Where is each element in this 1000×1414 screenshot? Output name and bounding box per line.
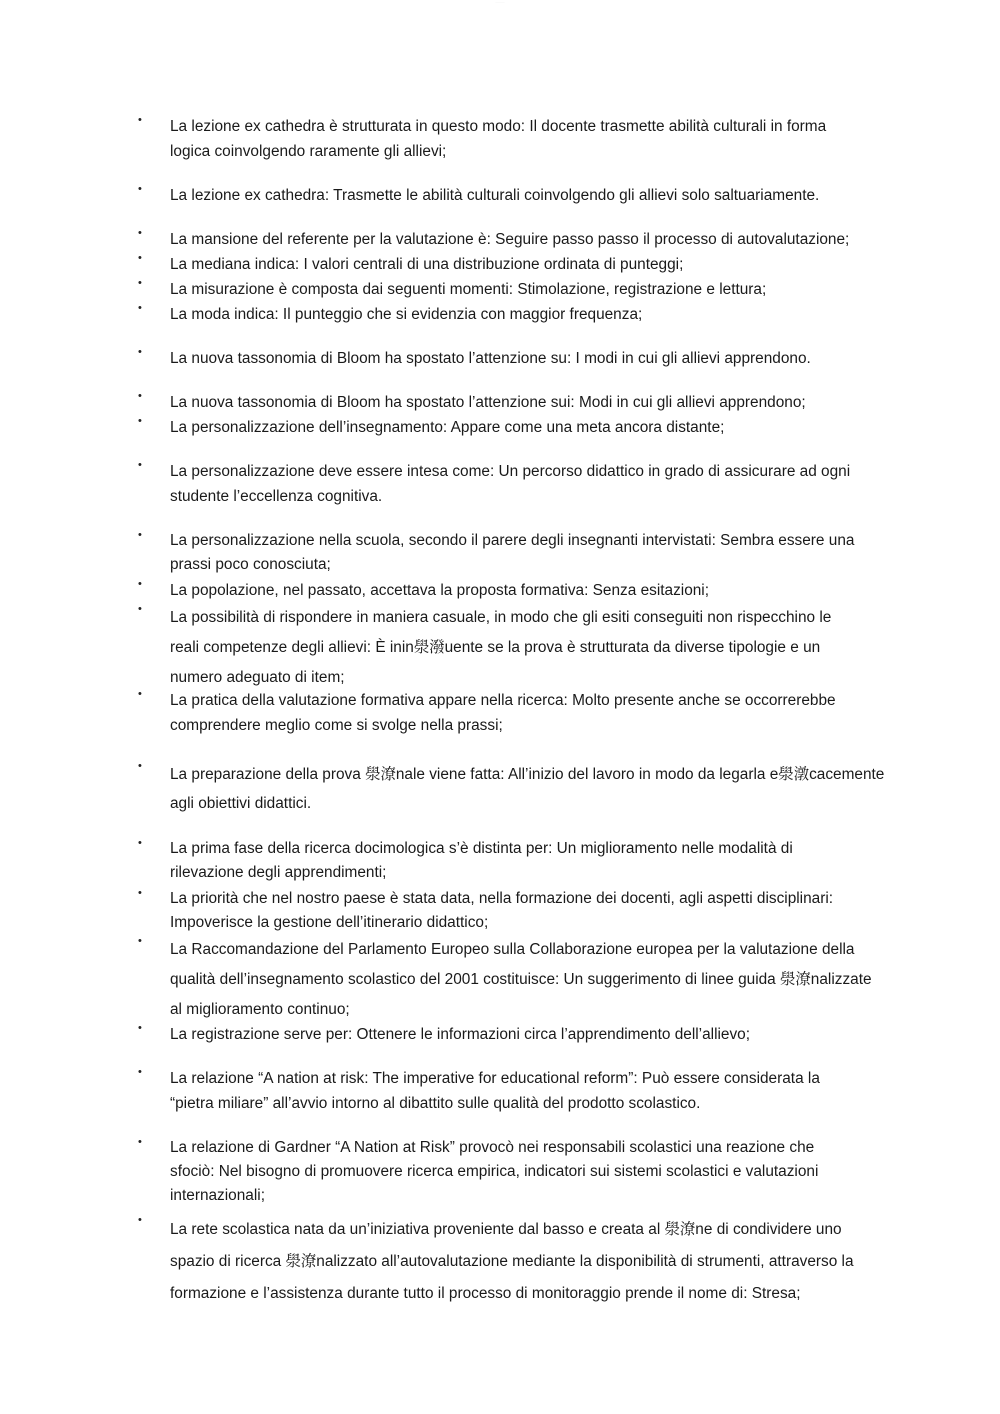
list-item-text: La nuova tassonomia di Bloom ha spostato l’attenzione su: I modi in cui gli allievi apprendono. [170, 350, 811, 367]
bullet: • [138, 935, 142, 947]
list-item-text: La moda indica: Il punteggio che si evidenzia con maggior frequenza; [170, 306, 643, 323]
list-item-text: La prima fase della ricerca docimologica s’è distinta per: Un miglioramento nelle modalità di rilevazione degli apprendimenti; [170, 840, 793, 881]
bullet: • [138, 346, 142, 358]
bullet: • [138, 252, 142, 264]
bullet: • [138, 390, 142, 402]
list-item-text: La possibilità di rispondere in maniera casuale, in modo che gli esiti conseguiti non rispecchino le reali competenze degli allievi: È inin澩潑uente se la prova è strutturata da diverse tipologie e un numero adeguato di item; [170, 609, 832, 686]
bullet: • [138, 114, 142, 126]
bullet: • [138, 227, 142, 239]
list-item-text: La relazione di Gardner “A Nation at Risk” provocò nei responsabili scolastici una reazione che sfociò: Nel bisogno di promuovere ricerca empirica, indicatori sui sistemi scolastici e valutazioni internazionali; [170, 1139, 819, 1204]
header-mark: ········· [495, 0, 505, 4]
bullet: • [138, 760, 142, 772]
list-item-text: La priorità che nel nostro paese è stata data, nella formazione dei docenti, agli aspetti disciplinari: Impoverisce la gestione dell’itinerario didattico; [170, 890, 834, 931]
list-item-text: La personalizzazione dell’insegnamento: Appare come una meta ancora distante; [170, 419, 725, 436]
bullet: • [138, 578, 142, 590]
bullet: • [138, 1066, 142, 1078]
list-item-text: La registrazione serve per: Ottenere le informazioni circa l’apprendimento dell’allievo; [170, 1026, 751, 1043]
bullet: • [138, 1214, 142, 1226]
bullet: • [138, 415, 142, 427]
list-item-text: La rete scolastica nata da un’iniziativa proveniente dal basso e creata al 澩潦ne di condividere uno spazio di ricerca 澩潦nalizzato all’autovalutazione mediante la disponibilità di strumenti, attraverso la formazione e l’assistenza durante tutto il processo di monitoraggio prende il nome di: Stresa; [170, 1221, 854, 1302]
list-item-text: La mansione del referente per la valutazione è: Seguire passo passo il processo di autovalutazione; [170, 231, 850, 248]
list-item-text: La personalizzazione nella scuola, secondo il parere degli insegnanti intervistati: Sembra essere una prassi poco conosciuta; [170, 532, 855, 573]
list-item-text: La mediana indica: I valori centrali di una distribuzione ordinata di punteggi; [170, 256, 684, 273]
bullet: • [138, 688, 142, 700]
list-item-text: La relazione “A nation at risk: The imperative for educational reform”: Può essere considerata la “pietra miliare” all’avvio intorno al dibattito sulle qualità del prodotto scolastico. [170, 1070, 820, 1112]
list-item-text: La preparazione della prova 澩潦nale viene fatta: All’inizio del lavoro in modo da legarla e澩潡cacemente agli obiettivi didattici. [170, 766, 885, 812]
list-item-text: La personalizzazione deve essere intesa come: Un percorso didattico in grado di assicurare ad ogni studente l’eccellenza cognitiva. [170, 463, 851, 505]
bullet: • [138, 1136, 142, 1148]
bullet: • [138, 887, 142, 899]
bullet: • [138, 529, 142, 541]
list-item-text: La nuova tassonomia di Bloom ha spostato l’attenzione sui: Modi in cui gli allievi apprendono; [170, 394, 806, 411]
bullet: • [138, 459, 142, 471]
bullet: • [138, 302, 142, 314]
list-item-text: La lezione ex cathedra è strutturata in questo modo: Il docente trasmette abilità culturali in forma logica coinvolgendo raramente gli allievi; [170, 118, 827, 160]
bullet: • [138, 1022, 142, 1034]
list-item-text: La misurazione è composta dai seguenti momenti: Stimolazione, registrazione e lettura; [170, 281, 767, 298]
list-item-text: La Raccomandazione del Parlamento Europeo sulla Collaborazione europea per la valutazione della qualità dell’insegnamento scolastico del 2001 costituisce: Un suggerimento di linee guida 澩潦nalizzate al miglioramento continuo; [170, 941, 872, 1018]
list-item-text: La pratica della valutazione formativa appare nella ricerca: Molto presente anche se occorrerebbe comprendere meglio come si svolge nella prassi; [170, 692, 836, 734]
bullet: • [138, 837, 142, 849]
list-item-text: La popolazione, nel passato, accettava la proposta formativa: Senza esitazioni; [170, 582, 710, 599]
list-item-text: La lezione ex cathedra: Trasmette le abilità culturali coinvolgendo gli allievi solo saltuariamente. [170, 187, 820, 204]
bullet: • [138, 277, 142, 289]
bullet: • [138, 603, 142, 615]
bullet: • [138, 183, 142, 195]
